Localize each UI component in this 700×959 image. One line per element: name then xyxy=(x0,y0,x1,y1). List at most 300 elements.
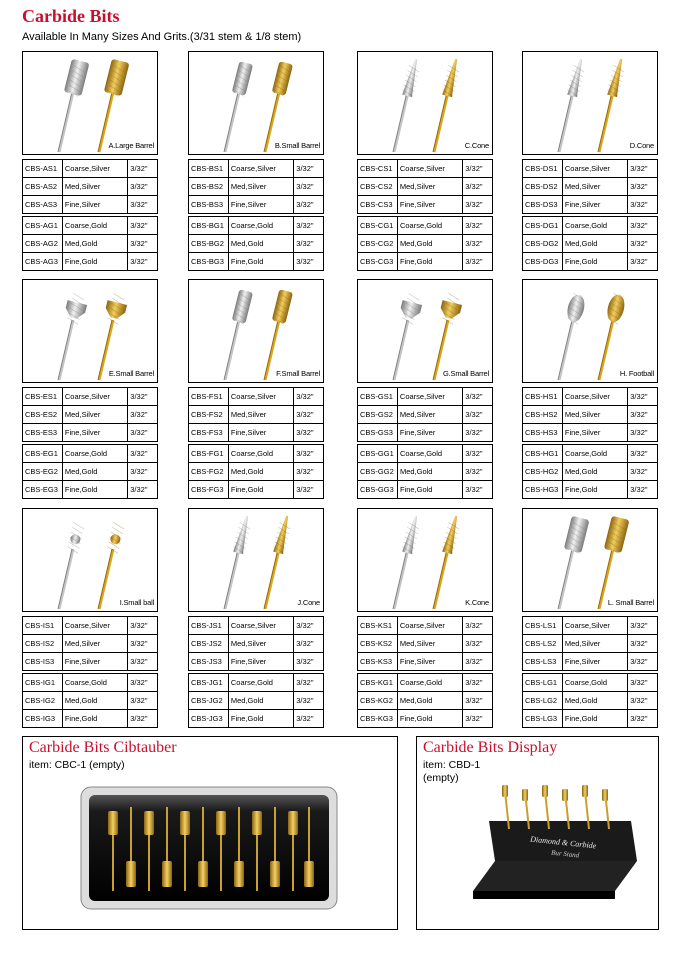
table-row xyxy=(189,160,324,178)
sku-code: CBS-JS1 xyxy=(189,617,229,635)
sku-code: CBS-JS3 xyxy=(189,653,229,671)
grit-finish: Coarse,Gold xyxy=(62,445,127,463)
grit-finish: Med,Silver xyxy=(562,178,627,196)
gold-bit-h xyxy=(598,293,627,380)
grit-finish: Med,Gold xyxy=(62,463,127,481)
silver-sku-table xyxy=(22,616,158,671)
grit-finish: Fine,Gold xyxy=(228,253,293,271)
sku-code: CBS-FG1 xyxy=(189,445,229,463)
product-photo xyxy=(22,279,158,383)
silver-sku-table xyxy=(188,387,324,442)
grit-finish: Med,Silver xyxy=(62,178,127,196)
stem-size: 3/32" xyxy=(628,445,658,463)
stem-size: 3/32" xyxy=(463,463,493,481)
sku-code: CBS-IG1 xyxy=(23,674,63,692)
stem-size: 3/32" xyxy=(628,481,658,499)
gold-sku-table xyxy=(522,216,658,271)
stem-size: 3/32" xyxy=(294,388,324,406)
stem-size: 3/32" xyxy=(294,424,324,442)
sku-code: CBS-IG3 xyxy=(23,710,63,728)
stem-size: 3/32" xyxy=(294,178,324,196)
table-row xyxy=(23,217,158,235)
table-row xyxy=(523,196,658,214)
sku-code: CBS-GG3 xyxy=(358,481,398,499)
product-photo xyxy=(188,279,324,383)
silver-bit-j xyxy=(224,515,252,609)
sku-code: CBS-LS3 xyxy=(523,653,563,671)
sku-code: CBS-CS3 xyxy=(358,196,398,214)
grit-finish: Coarse,Gold xyxy=(562,674,627,692)
sku-code: CBS-FS1 xyxy=(189,388,229,406)
silver-bit-f xyxy=(224,289,253,380)
gold-sku-table xyxy=(22,216,158,271)
sku-code: CBS-CG2 xyxy=(358,235,398,253)
stem-size: 3/32" xyxy=(628,463,658,481)
product-l xyxy=(522,508,658,723)
stem-size: 3/32" xyxy=(128,217,158,235)
sku-code: CBS-EG2 xyxy=(23,463,63,481)
table-row xyxy=(189,406,324,424)
grit-finish: Coarse,Silver xyxy=(562,617,627,635)
bit-illustration xyxy=(189,280,324,383)
grit-finish: Med,Silver xyxy=(228,635,293,653)
table-row xyxy=(523,653,658,671)
bit-illustration xyxy=(523,52,658,155)
grit-finish: Coarse,Gold xyxy=(562,445,627,463)
gold-sku-table xyxy=(357,444,493,499)
product-photo xyxy=(22,508,158,612)
grit-finish: Med,Silver xyxy=(397,635,462,653)
stem-size: 3/32" xyxy=(463,692,493,710)
sku-code: CBS-IS1 xyxy=(23,617,63,635)
sku-code: CBS-LS2 xyxy=(523,635,563,653)
gold-bit-c xyxy=(433,58,461,152)
table-row xyxy=(358,463,493,481)
page-subtitle: Available In Many Sizes And Grits.(3/31 stem & 1/8 stem) xyxy=(22,31,302,43)
sku-code: CBS-DS2 xyxy=(523,178,563,196)
stem-size: 3/32" xyxy=(463,160,493,178)
table-row xyxy=(189,424,324,442)
product-f xyxy=(188,279,324,494)
grit-finish: Med,Gold xyxy=(228,692,293,710)
sku-code: CBS-HG3 xyxy=(523,481,563,499)
sku-code: CBS-GG2 xyxy=(358,463,398,481)
table-row xyxy=(189,481,324,499)
table-row xyxy=(189,653,324,671)
photo-caption: C.Cone xyxy=(464,141,489,150)
stem-size: 3/32" xyxy=(128,463,158,481)
photo-caption: A.Large Barrel xyxy=(108,141,154,150)
grit-finish: Med,Gold xyxy=(62,235,127,253)
table-row xyxy=(523,692,658,710)
sku-code: CBS-KS1 xyxy=(358,617,398,635)
table-row xyxy=(23,445,158,463)
stem-size: 3/32" xyxy=(628,217,658,235)
table-row xyxy=(358,388,493,406)
silver-bit-c xyxy=(393,58,421,152)
sku-code: CBS-AS3 xyxy=(23,196,63,214)
sku-code: CBS-KG2 xyxy=(358,692,398,710)
stem-size: 3/32" xyxy=(128,617,158,635)
grit-finish: Fine,Silver xyxy=(562,424,627,442)
sku-code: CBS-LG2 xyxy=(523,692,563,710)
table-row xyxy=(523,617,658,635)
sku-code: CBS-GG1 xyxy=(358,445,398,463)
table-row xyxy=(523,235,658,253)
table-row xyxy=(189,635,324,653)
sku-code: CBS-HG2 xyxy=(523,463,563,481)
stem-size: 3/32" xyxy=(463,445,493,463)
table-row xyxy=(358,424,493,442)
sku-code: CBS-JG3 xyxy=(189,710,229,728)
grit-finish: Fine,Silver xyxy=(397,424,462,442)
grit-finish: Coarse,Gold xyxy=(228,445,293,463)
table-row xyxy=(358,406,493,424)
stem-size: 3/32" xyxy=(294,445,324,463)
gold-sku-table xyxy=(188,444,324,499)
product-photo xyxy=(188,508,324,612)
photo-caption: K.Cone xyxy=(465,598,489,607)
table-row xyxy=(358,674,493,692)
grit-finish: Med,Gold xyxy=(562,463,627,481)
bit-illustration xyxy=(189,509,324,612)
grit-finish: Fine,Silver xyxy=(62,424,127,442)
sku-code: CBS-HS3 xyxy=(523,424,563,442)
gold-sku-table xyxy=(22,673,158,728)
stem-size: 3/32" xyxy=(128,445,158,463)
display-panel-item: item: CBD-1 xyxy=(423,759,481,771)
grit-finish: Med,Gold xyxy=(397,692,462,710)
table-row xyxy=(23,653,158,671)
table-row xyxy=(523,635,658,653)
gold-bit-b xyxy=(264,61,293,152)
grit-finish: Fine,Gold xyxy=(562,481,627,499)
sku-code: CBS-BG3 xyxy=(189,253,229,271)
bit-illustration xyxy=(23,509,158,612)
gold-bit-d xyxy=(598,58,626,152)
grit-finish: Med,Silver xyxy=(62,635,127,653)
grit-finish: Fine,Gold xyxy=(397,710,462,728)
stem-size: 3/32" xyxy=(463,710,493,728)
table-row xyxy=(189,692,324,710)
sku-code: CBS-JG1 xyxy=(189,674,229,692)
sku-code: CBS-ES2 xyxy=(23,406,63,424)
table-row xyxy=(358,178,493,196)
table-row xyxy=(23,388,158,406)
silver-sku-table xyxy=(357,159,493,214)
table-row xyxy=(523,481,658,499)
gold-sku-table xyxy=(188,216,324,271)
bit-illustration xyxy=(358,52,493,155)
table-row xyxy=(189,617,324,635)
table-row xyxy=(523,406,658,424)
sku-code: CBS-DS1 xyxy=(523,160,563,178)
stem-size: 3/32" xyxy=(294,160,324,178)
product-h xyxy=(522,279,658,494)
sku-code: CBS-IS3 xyxy=(23,653,63,671)
product-photo xyxy=(357,51,493,155)
product-photo xyxy=(22,51,158,155)
sku-code: CBS-CG1 xyxy=(358,217,398,235)
silver-bit-e xyxy=(58,293,87,380)
sku-code: CBS-GS2 xyxy=(358,406,398,424)
sku-code: CBS-KS2 xyxy=(358,635,398,653)
sku-code: CBS-FG3 xyxy=(189,481,229,499)
sku-code: CBS-FG2 xyxy=(189,463,229,481)
stem-size: 3/32" xyxy=(128,160,158,178)
sku-code: CBS-LS1 xyxy=(523,617,563,635)
grit-finish: Fine,Gold xyxy=(62,710,127,728)
sku-code: CBS-BS3 xyxy=(189,196,229,214)
grit-finish: Fine,Silver xyxy=(562,653,627,671)
silver-sku-table xyxy=(22,387,158,442)
gold-bit-e xyxy=(98,293,127,380)
grit-finish: Coarse,Gold xyxy=(228,674,293,692)
grit-finish: Fine,Silver xyxy=(228,196,293,214)
stem-size: 3/32" xyxy=(128,253,158,271)
grit-finish: Fine,Silver xyxy=(62,196,127,214)
display-panel-title: Carbide Bits Display xyxy=(423,739,558,756)
grit-finish: Coarse,Gold xyxy=(397,674,462,692)
table-row xyxy=(358,196,493,214)
grit-finish: Coarse,Silver xyxy=(62,160,127,178)
stem-size: 3/32" xyxy=(128,388,158,406)
stem-size: 3/32" xyxy=(294,710,324,728)
product-photo xyxy=(522,508,658,612)
stem-size: 3/32" xyxy=(463,217,493,235)
table-row xyxy=(358,481,493,499)
stem-size: 3/32" xyxy=(463,196,493,214)
grit-finish: Fine,Silver xyxy=(562,196,627,214)
sku-code: CBS-DS3 xyxy=(523,196,563,214)
stem-size: 3/32" xyxy=(128,196,158,214)
stand-label-1: Diamond & Carbide xyxy=(529,834,597,851)
table-row xyxy=(358,253,493,271)
stem-size: 3/32" xyxy=(628,617,658,635)
table-row xyxy=(23,235,158,253)
table-row xyxy=(358,692,493,710)
stem-size: 3/32" xyxy=(463,674,493,692)
photo-caption: H. Football xyxy=(619,369,654,378)
grit-finish: Fine,Silver xyxy=(228,424,293,442)
gold-bit-l xyxy=(598,516,629,609)
table-row xyxy=(23,196,158,214)
table-row xyxy=(23,674,158,692)
stem-size: 3/32" xyxy=(294,635,324,653)
table-row xyxy=(23,160,158,178)
table-row xyxy=(358,160,493,178)
sku-code: CBS-EG3 xyxy=(23,481,63,499)
grit-finish: Coarse,Silver xyxy=(228,160,293,178)
product-g xyxy=(357,279,493,494)
grit-finish: Med,Gold xyxy=(562,692,627,710)
stem-size: 3/32" xyxy=(463,253,493,271)
grit-finish: Med,Silver xyxy=(397,178,462,196)
stand-label-2: Bur Stand xyxy=(550,848,580,860)
sku-code: CBS-FS2 xyxy=(189,406,229,424)
table-row xyxy=(358,617,493,635)
grit-finish: Med,Silver xyxy=(562,635,627,653)
table-row xyxy=(358,445,493,463)
table-row xyxy=(523,424,658,442)
silver-sku-table xyxy=(22,159,158,214)
case-panel xyxy=(22,736,398,930)
product-b xyxy=(188,51,324,266)
bit-display-stand-image xyxy=(465,783,645,903)
stem-size: 3/32" xyxy=(463,481,493,499)
grit-finish: Fine,Gold xyxy=(562,253,627,271)
stem-size: 3/32" xyxy=(294,253,324,271)
sku-code: CBS-AG3 xyxy=(23,253,63,271)
stem-size: 3/32" xyxy=(463,653,493,671)
table-row xyxy=(23,406,158,424)
stem-size: 3/32" xyxy=(628,406,658,424)
table-row xyxy=(189,388,324,406)
stem-size: 3/32" xyxy=(128,635,158,653)
table-row xyxy=(189,217,324,235)
grit-finish: Med,Gold xyxy=(228,463,293,481)
sku-code: CBS-KS3 xyxy=(358,653,398,671)
stem-size: 3/32" xyxy=(628,178,658,196)
silver-bit-b xyxy=(224,61,253,152)
product-photo xyxy=(522,279,658,383)
silver-bit-k xyxy=(393,515,421,609)
table-row xyxy=(189,235,324,253)
bit-illustration xyxy=(189,52,324,155)
table-row xyxy=(523,178,658,196)
stem-size: 3/32" xyxy=(463,617,493,635)
stem-size: 3/32" xyxy=(628,235,658,253)
stem-size: 3/32" xyxy=(294,674,324,692)
product-a xyxy=(22,51,158,266)
grit-finish: Med,Silver xyxy=(62,406,127,424)
grit-finish: Fine,Gold xyxy=(228,710,293,728)
gold-bit-g xyxy=(433,293,462,380)
bit-illustration xyxy=(358,280,493,383)
sku-code: CBS-BG2 xyxy=(189,235,229,253)
stem-size: 3/32" xyxy=(628,710,658,728)
table-row xyxy=(523,217,658,235)
sku-code: CBS-DG3 xyxy=(523,253,563,271)
sku-code: CBS-IS2 xyxy=(23,635,63,653)
stem-size: 3/32" xyxy=(628,253,658,271)
stem-size: 3/32" xyxy=(128,653,158,671)
gold-sku-table xyxy=(188,673,324,728)
gold-sku-table xyxy=(522,444,658,499)
display-panel xyxy=(416,736,659,930)
grit-finish: Fine,Silver xyxy=(397,196,462,214)
table-row xyxy=(358,235,493,253)
stem-size: 3/32" xyxy=(294,235,324,253)
stem-size: 3/32" xyxy=(463,235,493,253)
grit-finish: Fine,Silver xyxy=(397,653,462,671)
gold-sku-table xyxy=(357,216,493,271)
grit-finish: Fine,Gold xyxy=(397,481,462,499)
bit-illustration xyxy=(23,52,158,155)
grit-finish: Med,Silver xyxy=(228,178,293,196)
stem-size: 3/32" xyxy=(628,388,658,406)
bit-illustration xyxy=(523,509,658,612)
stem-size: 3/32" xyxy=(294,463,324,481)
case-panel-title: Carbide Bits Cibtauber xyxy=(29,739,177,756)
product-photo xyxy=(357,279,493,383)
silver-bit-i xyxy=(58,522,85,609)
silver-sku-table xyxy=(522,387,658,442)
case-panel-item: item: CBC-1 (empty) xyxy=(29,759,125,771)
sku-code: CBS-GS1 xyxy=(358,388,398,406)
photo-caption: F.Small Barrel xyxy=(276,369,320,378)
stem-size: 3/32" xyxy=(463,406,493,424)
silver-sku-table xyxy=(357,387,493,442)
sku-code: CBS-KG1 xyxy=(358,674,398,692)
grit-finish: Coarse,Silver xyxy=(228,388,293,406)
stem-size: 3/32" xyxy=(128,406,158,424)
table-row xyxy=(523,160,658,178)
stem-size: 3/32" xyxy=(463,635,493,653)
page-title: Carbide Bits xyxy=(22,6,120,26)
photo-caption: D.Cone xyxy=(629,141,654,150)
table-row xyxy=(523,388,658,406)
table-row xyxy=(23,253,158,271)
sku-code: CBS-CG3 xyxy=(358,253,398,271)
sku-code: CBS-AS2 xyxy=(23,178,63,196)
gold-bit-j xyxy=(264,515,292,609)
stem-size: 3/32" xyxy=(128,424,158,442)
silver-bit-d xyxy=(558,58,586,152)
stem-size: 3/32" xyxy=(628,674,658,692)
grit-finish: Med,Gold xyxy=(397,235,462,253)
table-row xyxy=(523,463,658,481)
photo-caption: L. Small Barrel xyxy=(607,598,654,607)
silver-sku-table xyxy=(522,616,658,671)
product-photo xyxy=(188,51,324,155)
table-row xyxy=(23,617,158,635)
stem-size: 3/32" xyxy=(294,217,324,235)
grit-finish: Coarse,Gold xyxy=(397,217,462,235)
grit-finish: Coarse,Silver xyxy=(62,617,127,635)
sku-code: CBS-EG1 xyxy=(23,445,63,463)
table-row xyxy=(523,253,658,271)
table-row xyxy=(523,674,658,692)
sku-code: CBS-KG3 xyxy=(358,710,398,728)
grit-finish: Med,Silver xyxy=(562,406,627,424)
sku-code: CBS-HS1 xyxy=(523,388,563,406)
product-j xyxy=(188,508,324,723)
stem-size: 3/32" xyxy=(628,424,658,442)
gold-sku-table xyxy=(522,673,658,728)
table-row xyxy=(23,424,158,442)
silver-bit-h xyxy=(558,293,587,380)
gold-sku-table xyxy=(357,673,493,728)
sku-code: CBS-DG2 xyxy=(523,235,563,253)
photo-caption: B.Small Barrel xyxy=(274,141,320,150)
stem-size: 3/32" xyxy=(294,196,324,214)
gold-bit-a xyxy=(98,59,129,152)
gold-bit-i xyxy=(98,522,125,609)
stem-size: 3/32" xyxy=(294,481,324,499)
grit-finish: Coarse,Silver xyxy=(562,160,627,178)
bit-case-image xyxy=(79,783,339,913)
grit-finish: Fine,Gold xyxy=(62,253,127,271)
grit-finish: Med,Gold xyxy=(62,692,127,710)
silver-sku-table xyxy=(188,159,324,214)
bit-illustration xyxy=(23,280,158,383)
grit-finish: Fine,Silver xyxy=(62,653,127,671)
sku-code: CBS-GS3 xyxy=(358,424,398,442)
gold-sku-table xyxy=(22,444,158,499)
table-row xyxy=(23,481,158,499)
table-row xyxy=(189,196,324,214)
